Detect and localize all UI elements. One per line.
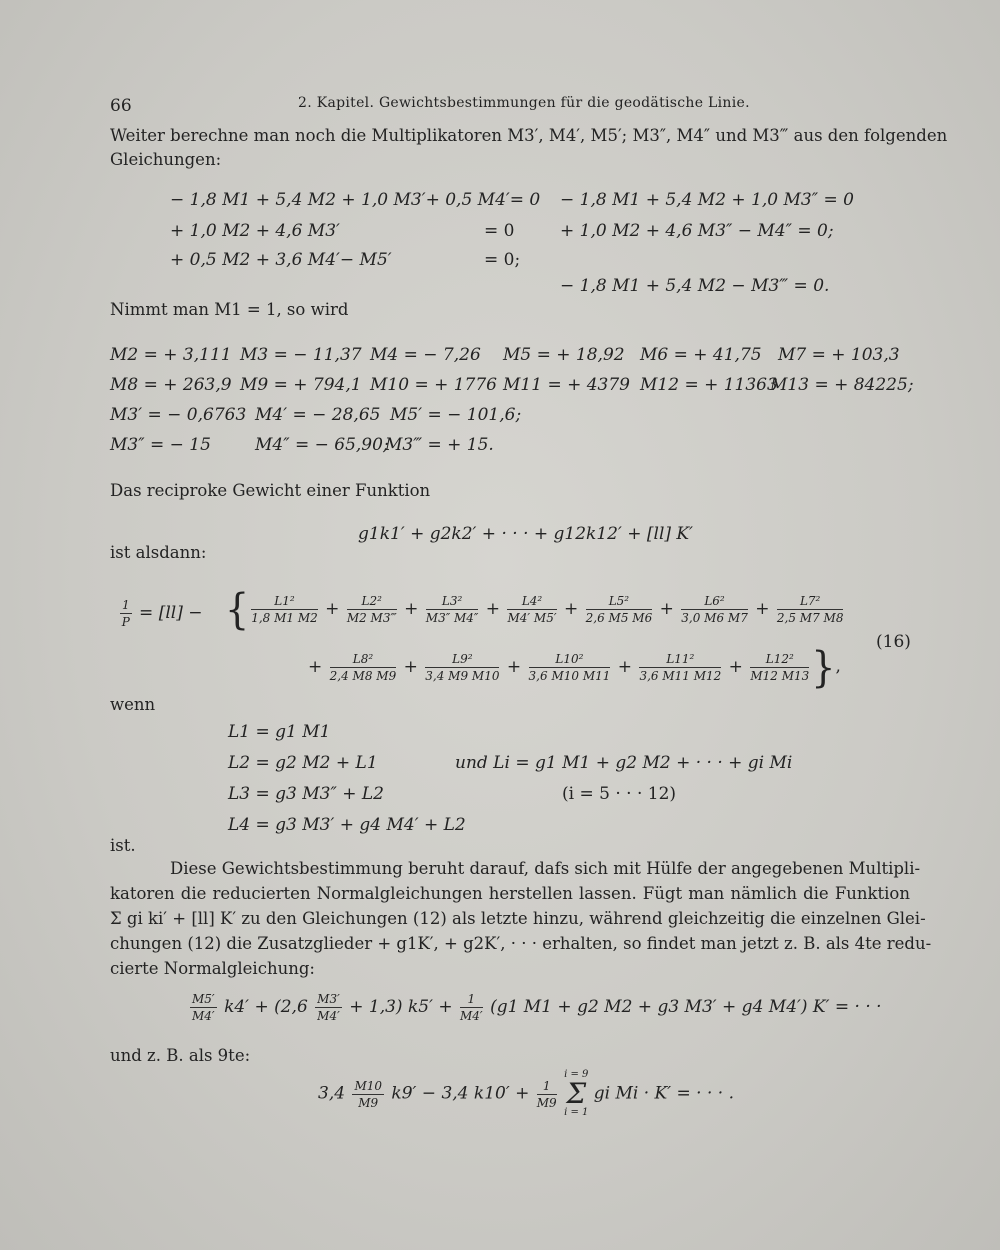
value-M5: M5 = + 18,92 xyxy=(503,345,625,365)
fraction-term: $\frac{\text{L5²}}{2,6 M5 M6}$ xyxy=(585,593,653,625)
para-line-2: katoren die reducierten Normalgleichungen herstellen lassen. Fügt man nämlich die Funktion xyxy=(110,884,910,903)
equation-number-16: (16) xyxy=(876,632,911,652)
value-M10: M10 = + 1776 xyxy=(370,375,498,395)
frac-M3-M4: $\frac{M3'}{M4'}$ xyxy=(317,992,340,1023)
value-M4-dprime: M4″ = − 65,90; xyxy=(255,435,389,455)
equation-left-2-rhs: = 0 xyxy=(484,221,515,241)
L2-def: L2 = g2 M2 + L1 xyxy=(228,753,378,773)
fraction-term: $\frac{\text{L12²}}{M12 M13}$ xyxy=(750,651,810,683)
value-M4: M4 = − 7,26 xyxy=(370,345,481,365)
plus-sign: + xyxy=(308,656,328,677)
function-expression: g1k1′ + g2k2′ + · · · + g12k12′ + [ll] K′ xyxy=(358,524,693,544)
value-M3-prime: M3′ = − 0,6763 xyxy=(110,405,247,425)
equation-right-3: − 1,8 M1 + 5,4 M2 − M3‴ = 0. xyxy=(560,276,830,296)
sum-symbol: i = 9 Σ i = 1 xyxy=(564,1069,589,1118)
frac-1-M9: $\frac{1}{M9}$ xyxy=(536,1078,557,1110)
fraction-term: $\frac{\text{L9²}}{3,4 M9 M10}$ xyxy=(425,651,500,683)
formula16-line2: + $\frac{\text{L8²}}{2,4 M8 M9}$ + $\frac{\text{L9²}}{3,4 M9 M10}$ + $\frac{\text{L10²}}{3,6 M10 M11}$ + $\frac{\text{L11²}}{3,6 M11 M12}$ + $\frac{\text{L12²}}{M12 M13}$ }, xyxy=(308,642,841,692)
value-M9: M9 = + 794,1 xyxy=(240,375,362,395)
value-M13: M13 = + 84225; xyxy=(770,375,914,395)
fraction-term: $\frac{\text{L3²}}{M3'' M4''}$ xyxy=(425,593,479,625)
plus-sign: + xyxy=(398,656,424,677)
formula16-lhs: $\frac{1}{P}$ = [ll] − xyxy=(121,598,203,629)
equation-right-1: − 1,8 M1 + 5,4 M2 + 1,0 M3″ = 0 xyxy=(560,190,854,210)
wenn: wenn xyxy=(110,695,156,714)
plus-sign: + xyxy=(654,598,680,619)
frac-M5-M4: $\frac{M5'}{M4'}$ xyxy=(192,992,215,1023)
plus-sign: + xyxy=(480,598,506,619)
equation-left-3: + 0,5 M2 + 3,6 M4′− M5′ xyxy=(170,250,392,270)
value-M11: M11 = + 4379 xyxy=(503,375,631,395)
fraction-term: $\frac{\text{L1²}}{1,8 M1 M2}$ xyxy=(251,593,318,625)
L4-def: L4 = g3 M3′ + g4 M4′ + L2 xyxy=(228,815,466,835)
value-M3-dprime: M3″ = − 15 xyxy=(110,435,211,455)
value-M7: M7 = + 103,3 xyxy=(778,345,900,365)
fraction-term: $\frac{\text{L11²}}{3,6 M11 M12}$ xyxy=(639,651,722,683)
para-line-1: Diese Gewichtsbestimmung beruht darauf, dafs sich mit Hülfe der angegebenen Multipli- xyxy=(170,859,921,878)
plus-sign: + xyxy=(749,598,775,619)
ist-alsdann: ist alsdann: xyxy=(110,543,207,562)
frac-M10-M9: $\frac{M10}{M9}$ xyxy=(354,1078,383,1110)
plus-sign: + xyxy=(501,656,527,677)
fraction-term: $\frac{\text{L2²}}{M2 M3‴}$ xyxy=(346,593,397,625)
plus-sign: + xyxy=(319,598,345,619)
value-M3-tprime: M3‴ = + 15. xyxy=(385,435,494,455)
intro-line-1: Weiter berechne man noch die Multiplikatoren M3′, M4′, M5′; M3″, M4″ und M3‴ aus den folgenden xyxy=(110,126,948,145)
value-M4-prime: M4′ = − 28,65 xyxy=(255,405,381,425)
nimmt-line: Nimmt man M1 = 1, so wird xyxy=(110,300,349,319)
plus-sign: + xyxy=(723,656,749,677)
value-M8: M8 = + 263,9 xyxy=(110,375,232,395)
para-line-4: chungen (12) die Zusatzglieder + g1K′, + g2K′, · · · erhalten, so findet man jetzt z. B. als 4te redu- xyxy=(110,934,932,953)
equation-left-2: + 1,0 M2 + 4,6 M3′ xyxy=(170,221,340,241)
para-line-5: cierte Normalgleichung: xyxy=(110,959,315,978)
fraction-term: $\frac{\text{L4²}}{M4' M5'}$ xyxy=(507,593,557,625)
intro-line-2: Gleichungen: xyxy=(110,150,222,169)
equation-left-3-rhs: = 0; xyxy=(484,250,521,270)
plus-sign: + xyxy=(558,598,584,619)
equation-right-2: + 1,0 M2 + 4,6 M3″ − M4″ = 0; xyxy=(560,221,834,241)
L1-def: L1 = g1 M1 xyxy=(228,722,331,742)
frac-1-M4: $\frac{1}{M4'}$ xyxy=(460,992,483,1023)
equation-left-1: − 1,8 M1 + 5,4 M2 + 1,0 M3′+ 0,5 M4′= 0 xyxy=(170,190,541,210)
value-M12: M12 = + 11363 xyxy=(640,375,778,395)
fraction-term: $\frac{\text{L6²}}{3,0 M6 M7}$ xyxy=(681,593,748,625)
und-9te: und z. B. als 9te: xyxy=(110,1046,251,1065)
value-M6: M6 = + 41,75 xyxy=(640,345,762,365)
one-over-P: $\frac{1}{P}$ xyxy=(121,598,130,629)
ist: ist. xyxy=(110,836,136,855)
i-range: (i = 5 · · · 12) xyxy=(562,784,677,804)
equation-9te: 3,4 $\frac{M10}{M9}$ k9′ − 3,4 k10′ + $\frac{1}{M9}$ i = 9 Σ i = 1 gi Mi · K′ = · · · . xyxy=(318,1069,734,1118)
fraction-term: $\frac{\text{L8²}}{2,4 M8 M9}$ xyxy=(329,651,397,683)
value-M3: M3 = − 11,37 xyxy=(240,345,362,365)
Li-def: und Li = g1 M1 + g2 M2 + · · · + gi Mi xyxy=(455,753,793,773)
fraction-term: $\frac{\text{L10²}}{3,6 M10 M11}$ xyxy=(528,651,611,683)
plus-sign: + xyxy=(612,656,638,677)
page-number: 66 xyxy=(110,96,132,116)
L3-def: L3 = g3 M3″ + L2 xyxy=(228,784,384,804)
equation-4te: $\frac{M5'}{M4'}$ k4′ + (2,6 $\frac{M3'}{M4'}$ + 1,3) k5′ + $\frac{1}{M4'}$ (g1 M1 + g2 M2 + g3 M3′ + g4 M4′) K′ = · · · xyxy=(192,992,882,1023)
plus-sign: + xyxy=(398,598,424,619)
fraction-term: $\frac{\text{L7²}}{2,5 M7 M8}$ xyxy=(776,593,844,625)
running-title: 2. Kapitel. Gewichtsbestimmungen für die geodätische Linie. xyxy=(298,95,750,111)
value-M2: M2 = + 3,111 xyxy=(110,345,232,365)
recip-intro: Das reciproke Gewicht einer Funktion xyxy=(110,481,431,500)
value-M5-prime: M5′ = − 101,6; xyxy=(390,405,522,425)
formula16-line1: { $\frac{\text{L1²}}{1,8 M1 M2}$ + $\frac{\text{L2²}}{M2 M3‴}$ + $\frac{\text{L3²}}{M3'' M4''}$ + $\frac{\text{L4²}}{M4' M5'}$ + $\frac{\text{L5²}}{2,6 M5 M6}$ + $\frac{\text{L6²}}{3,0 M6 M7}$ + $\frac{\text{L7²}}{2,5 M7 M8}$ xyxy=(225,584,844,634)
para-line-3: Σ gi ki′ + [ll] K′ zu den Gleichungen (12) als letzte hinzu, während gleichzeitig die einzelnen Glei- xyxy=(110,909,926,928)
